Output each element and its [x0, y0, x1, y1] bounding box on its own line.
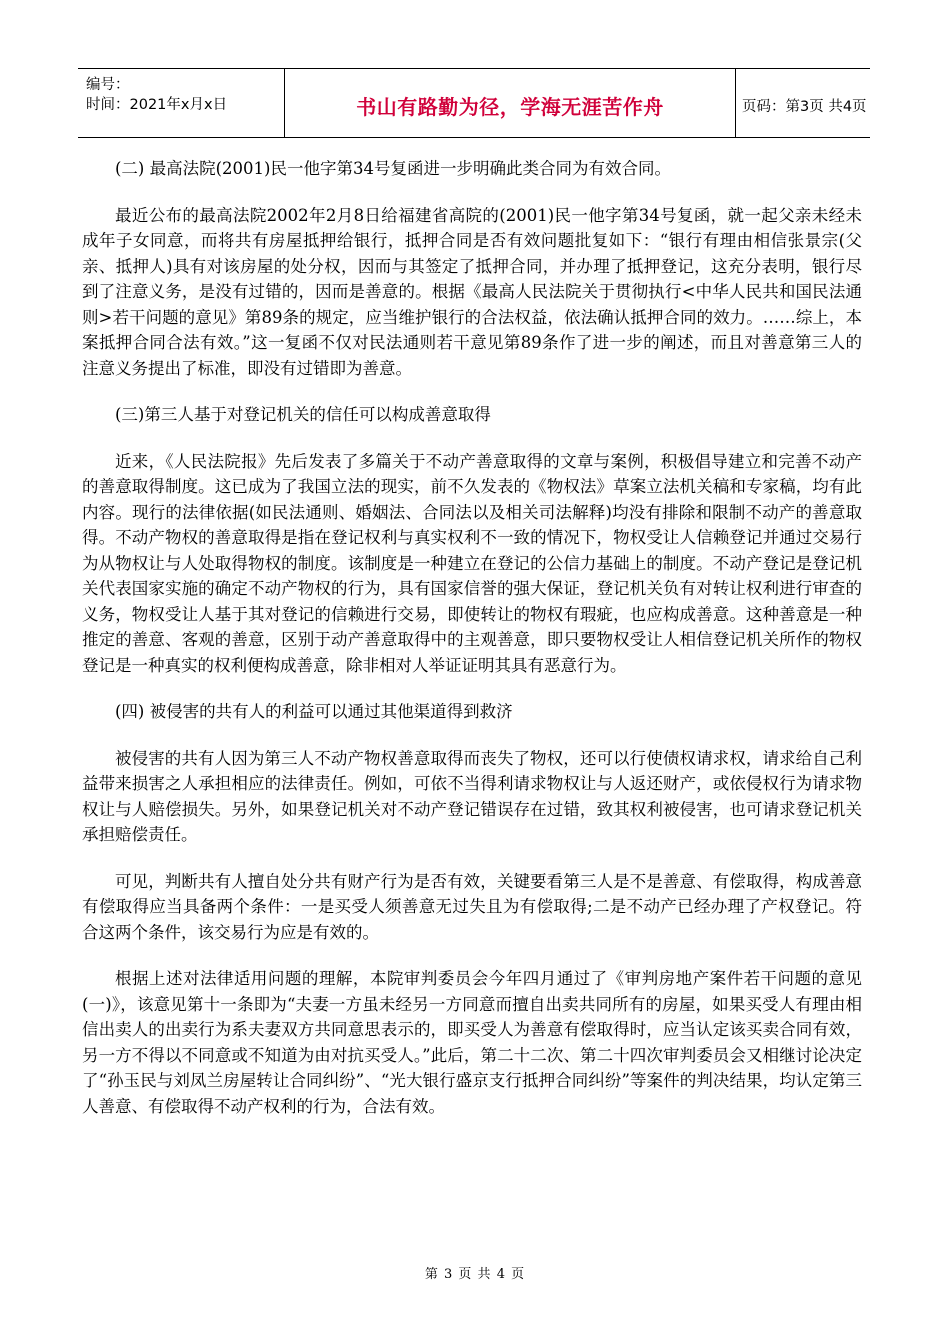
header-page-number: 页码：第3页 共4页 — [742, 99, 867, 115]
paragraph-5: 根据上述对法律适用问题的理解，本院审判委员会今年四月通过了《审判房地产案件若干问题的意见(一)》，该意见第十一条即为“夫妻一方虽未经另一方同意而擅自出卖共同所有的房屋，如果买受人有理由相信出卖人的出卖行为系夫妻双方共同意思表示的，即买受人为善意有偿取得时，应当认定该买卖合同有效，另一方不得以不同意或不知道为由对抗买受人。”此后，第二十二次、第二十四次审判委员会又相继讨论决定了“孙玉民与刘凤兰房屋转让合同纠纷”、“光大银行盛京支行抵押合同纠纷”等案件的判决结果，均认定第三人善意、有偿取得不动产权利的行为，合法有效。 — [82, 969, 862, 1116]
paragraph-2: 近来，《人民法院报》先后发表了多篇关于不动产善意取得的文章与案例，积极倡导建立和完善不动产的善意取得制度。这已成为了我国立法的现实，前不久发表的《物权法》草案立法机关稿和专家稿，均有此内容。现行的法律依据(如民法通则、婚姻法、合同法以及相关司法解释)均没有排除和限制不动产的善意取得。不动产物权的善意取得是指在登记权利与真实权利不一致的情况下，物权受让人信赖登记并通过交易行为从物权让与人处取得物权的制度。该制度是一种建立在登记的公信力基础上的制度。不动产登记是登记机关代表国家实施的确定不动产物权的行为，具有国家信誉的强大保证，登记机关负有对转让权利进行审查的义务，物权受让人基于其对登记的信赖进行交易，即使转让的物权有瑕疵，也应构成善意。这种善意是一种推定的善意、客观的善意，区别于动产善意取得中的主观善意，即只要物权受让人相信登记机关所作的物权登记是一种真实的权利便构成善意，除非相对人举证证明其具有恶意行为。 — [82, 451, 862, 675]
page-header — [78, 68, 870, 138]
section-heading-2: (二) 最高法院(2001)民一他字第34号复函进一步明确此类合同为有效合同。 — [115, 159, 671, 178]
header-motto: 书山有路勤为径，学海无涯苦作舟 — [356, 95, 664, 119]
document-date-label: 时间：2021年x月x日 — [86, 97, 228, 113]
section-heading-4: (四) 被侵害的共有人的利益可以通过其他渠道得到救济 — [115, 702, 513, 721]
paragraph-4: 可见，判断共有人擅自处分共有财产行为是否有效，关键要看第三人是不是善意、有偿取得，构成善意有偿取得应当具备两个条件：一是买受人须善意无过失且为有偿取得;二是不动产已经办理了产权登记。符合这两个条件，该交易行为应是有效的。 — [82, 871, 862, 942]
document-number-label: 编号： — [86, 77, 130, 93]
document-body — [82, 156, 862, 1119]
section-heading-3: (三)第三人基于对登记机关的信任可以构成善意取得 — [115, 405, 491, 424]
paragraph-3: 被侵害的共有人因为第三人不动产物权善意取得而丧失了物权，还可以行使债权请求权，请求给自己利益带来损害之人承担相应的法律责任。例如，可依不当得利请求物权让与人返还财产，或依侵权行为请求物权让与人赔偿损失。另外，如果登记机关对不动产登记错误存在过错，致其权利被侵害，也可请求登记机关承担赔偿责任。 — [82, 748, 862, 844]
header-motto-cell — [284, 69, 736, 137]
paragraph-1: 最近公布的最高法院2002年2月8日给福建省高院的(2001)民一他字第34号复函，就一起父亲未经未成年子女同意，而将共有房屋抵押给银行，抵押合同是否有效问题批复如下：“银行有理由相信张景宗(父亲、抵押人)具有对该房屋的处分权，因而与其签定了抵押合同，并办理了抵押登记，这充分表明，银行尽到了注意义务，是没有过错的，因而是善意的。根据《最高人民法院关于贯彻执行<中华人民共和国民法通则>若干问题的意见》第89条的规定，应当维护银行的合法权益，依法确认抵押合同的效力。……综上，本案抵押合同合法有效。”这一复函不仅对民法通则若干意见第89条作了进一步的阐述，而且对善意第三人的注意义务提出了标准，即没有过错即为善意。 — [82, 205, 862, 378]
page-footer: 第 3 页 共 4 页 — [424, 1267, 526, 1282]
header-meta — [86, 75, 281, 115]
